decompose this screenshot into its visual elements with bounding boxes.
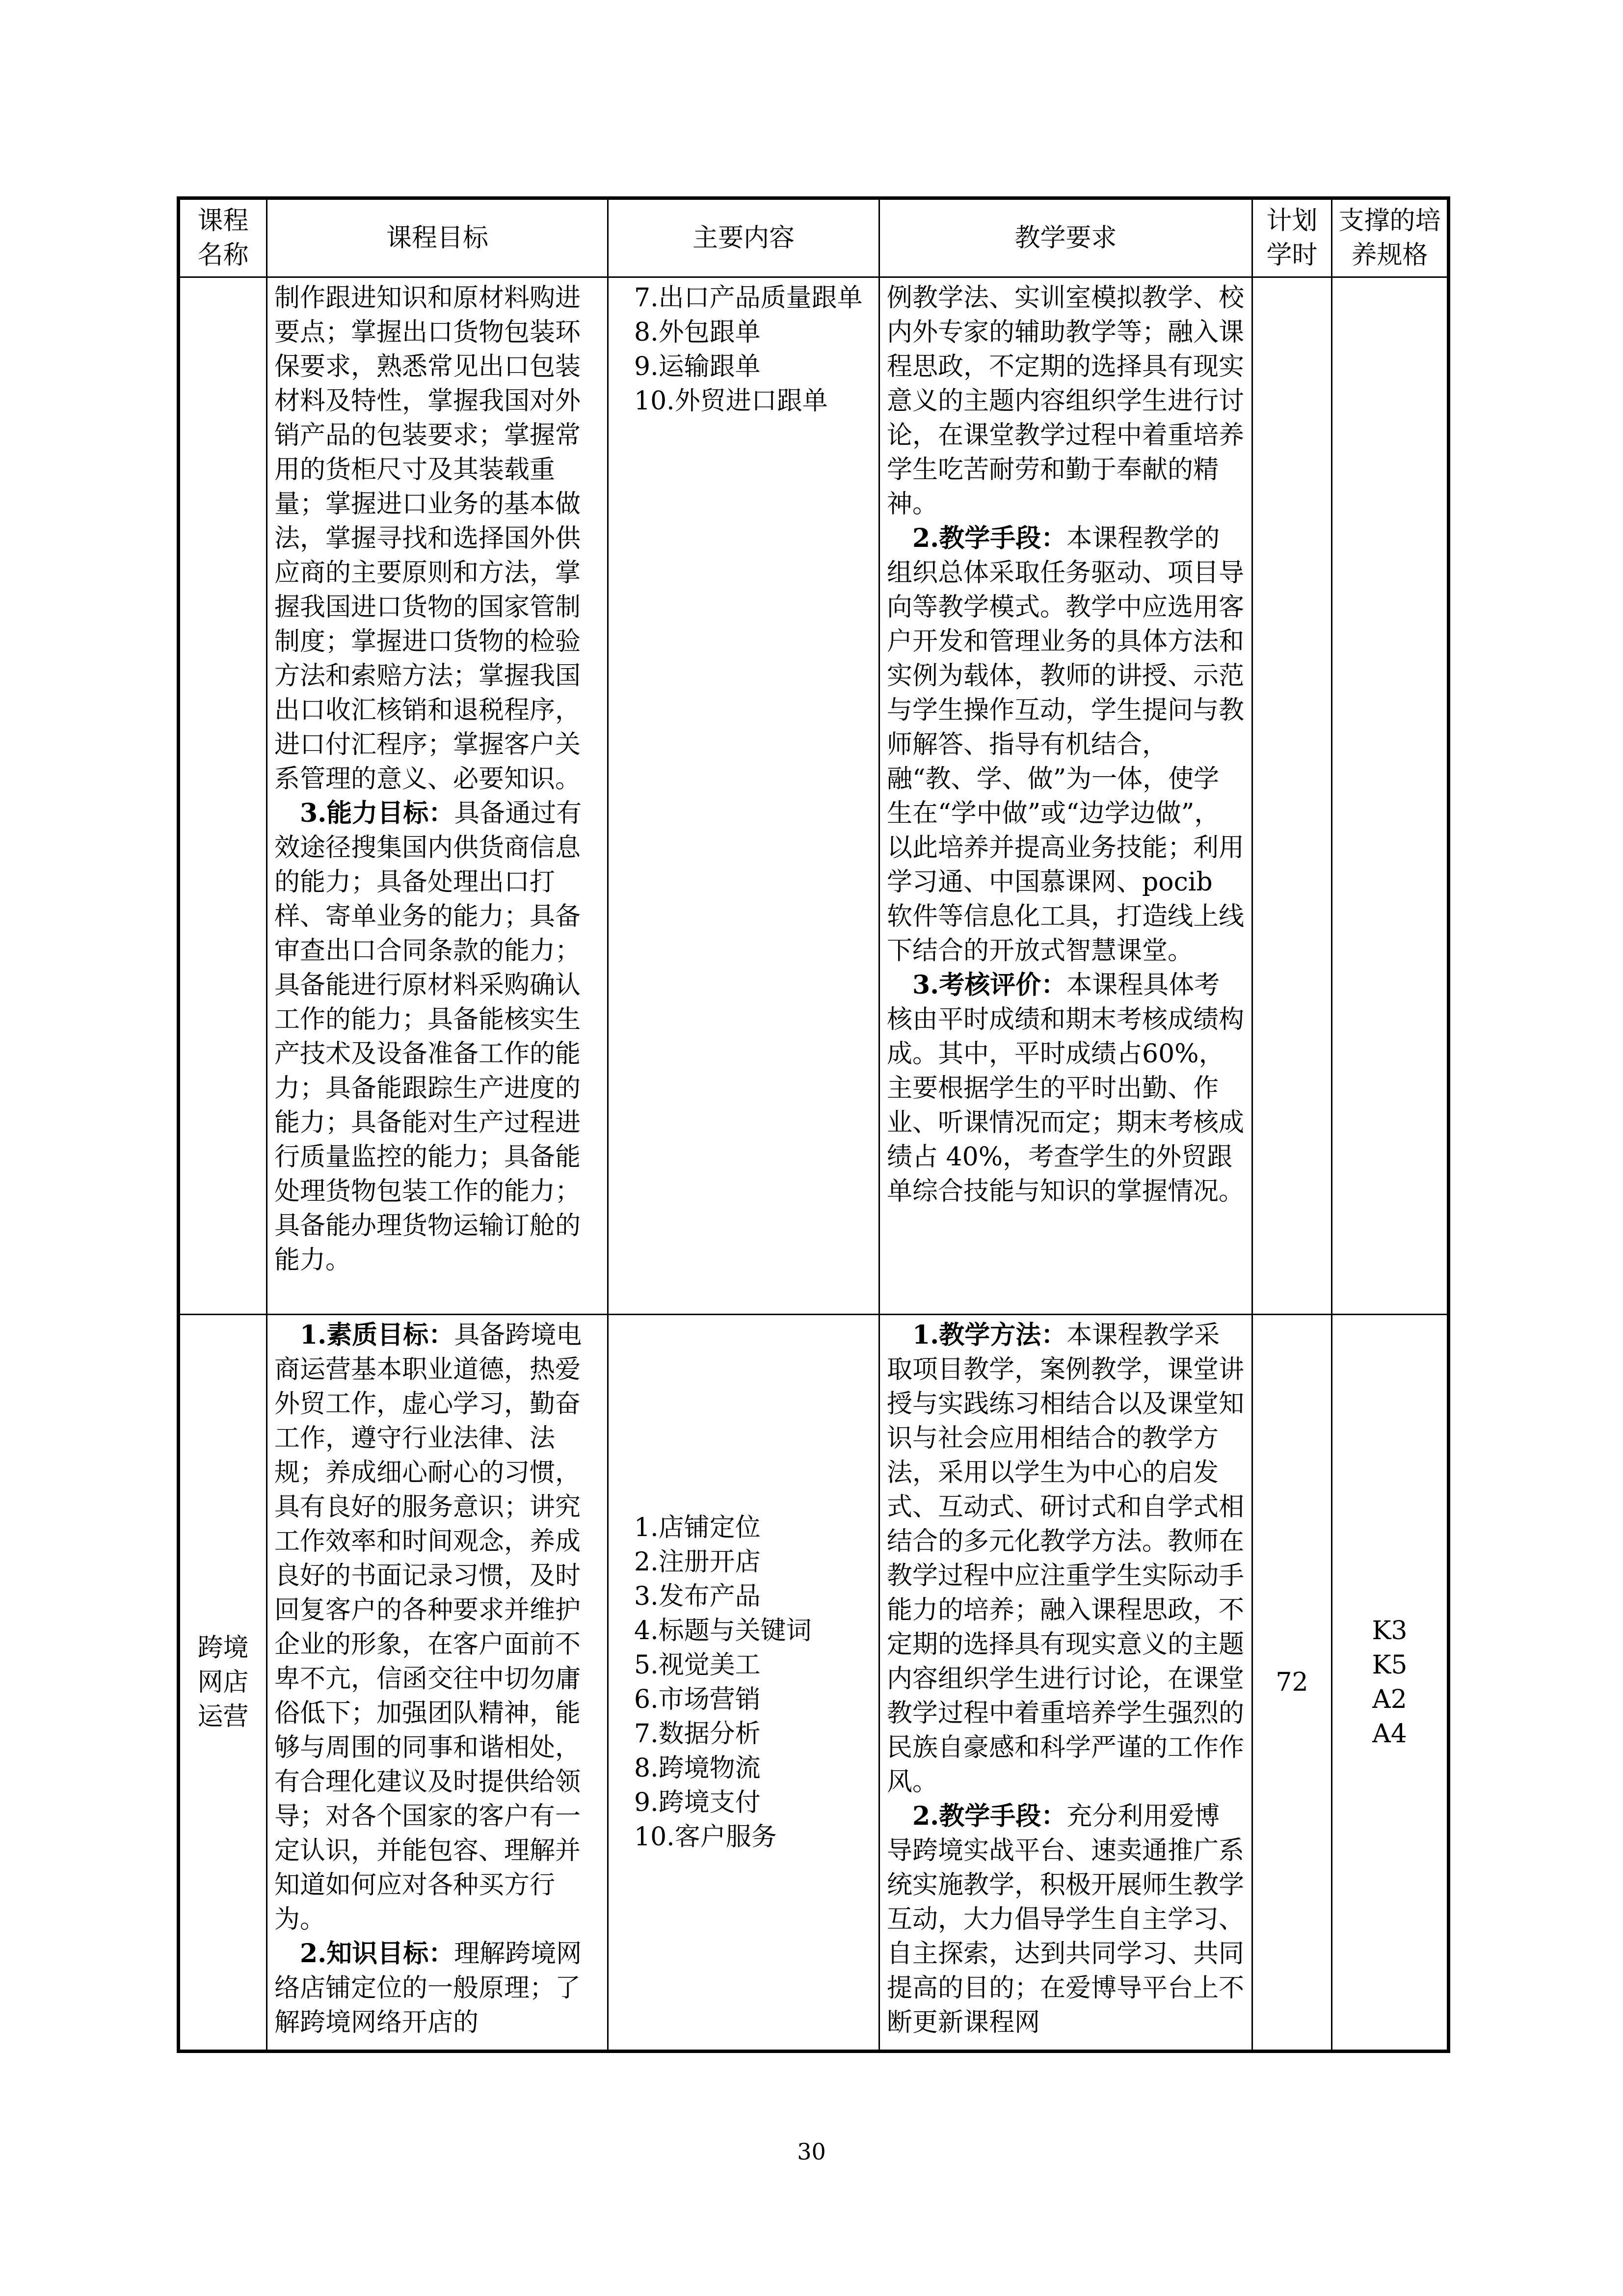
hours-cell: 72	[1252, 1315, 1332, 2052]
requirement-label: 2.教学手段：	[912, 1801, 1067, 1831]
goal-text: 具备通过有效途径搜集国内供货商信息的能力；具备处理出口打样、寄单业务的能力；具备审查出口合同条款的能力；具备能进行原材料采购确认工作的能力；具备能核实生产技术及设备准备工作的能力；具备能跟踪生产进度的能力；具备能对生产过程进行质量监控的能力；具备能处理货物包装工作的能力；具备能办理货物运输订舱的能力。	[274, 799, 582, 1275]
goal-paragraph: 制作跟进知识和原材料购进要点；掌握出口货物包装环保要求，熟悉常见出口包装材料及特性，掌握我国对外销产品的包装要求；掌握常用的货柜尺寸及其装载重量；掌握进口业务的基本做法，掌握寻找和选择国外供应商的主要原则和方法，掌握我国进口货物的国家管制制度；掌握进口货物的检验方法和索赔方法；掌握我国出口收汇核销和退税程序，进口付汇程序；掌握客户关系管理的意义、必要知识。	[274, 283, 581, 794]
support-cell	[1332, 277, 1449, 1315]
goal-paragraph	[274, 1318, 600, 1937]
requirement-label: 3.考核评价：	[912, 970, 1067, 1000]
teaching-requirements-cell	[879, 277, 1252, 1315]
requirement-label: 2.教学手段：	[912, 523, 1067, 553]
page-number: 30	[797, 2138, 826, 2165]
table-row	[179, 277, 1449, 1315]
requirement-label: 1.教学方法：	[912, 1320, 1067, 1350]
goal-text: 理解跨境网络店铺定位的一般原理；了解跨境网络开店的	[274, 1939, 582, 2037]
course-name-cell: 跨境网店运营	[179, 1315, 267, 2052]
content-item: 7.数据分析	[634, 1719, 761, 1749]
content-item: 10.外贸进口跟单	[634, 386, 828, 416]
main-content-cell	[608, 1315, 879, 2052]
table-row	[179, 1315, 1449, 2052]
content-item: 7.出口产品质量跟单	[634, 283, 863, 313]
header-content: 主要内容	[608, 198, 879, 277]
requirement-paragraph	[887, 968, 1245, 1209]
content-item: 1.店铺定位	[634, 1513, 761, 1542]
course-goal-cell	[267, 1315, 608, 2052]
header-goal: 课程目标	[267, 198, 608, 277]
requirement-paragraph: 例教学法、实训室模拟教学、校内外专家的辅助教学等；融入课程思政，不定期的选择具有现实意义的主题内容组织学生进行讨论，在课堂教学过程中着重培养学生吃苦耐劳和勤于奉献的精神。	[887, 283, 1245, 519]
course-goal-cell	[267, 277, 608, 1315]
header-hours: 计划学时	[1252, 198, 1332, 277]
content-item: 3.发布产品	[634, 1582, 761, 1611]
goal-label: 1.素质目标：	[300, 1320, 454, 1350]
requirement-paragraph	[887, 1318, 1245, 1799]
content-item: 5.视觉美工	[634, 1650, 761, 1680]
requirement-text: 充分利用爱博导跨境实战平台、速卖通推广系统实施教学，积极开展师生教学互动，大力倡导学生自主学习、自主探索，达到共同学习、共同提高的目的；在爱博导平台上不断更新课程网	[887, 1802, 1245, 2037]
support-code: A4	[1372, 1719, 1407, 1749]
content-item: 10.客户服务	[634, 1822, 777, 1852]
content-item: 2.注册开店	[634, 1547, 761, 1577]
requirement-text: 本课程教学的组织总体采取任务驱动、项目导向等教学模式。教学中应选用客户开发和管理业务的具体方法和实例为载体，教师的讲授、示范与学生操作互动，学生提问与教师解答、指导有机结合，融“教、学、做”为一体，使学生在“学中做”或“边学边做”，以此培养并提高业务技能；利用学习通、中国慕课网、pocib 软件等信息化工具，打造线上线下结合的开放式智慧课堂。	[887, 524, 1245, 966]
goal-paragraph	[274, 796, 600, 1277]
header-course-name: 课程名称	[179, 198, 267, 277]
requirement-text: 本课程具体考核由平时成绩和期末考核成绩构成。其中，平时成绩占60%，主要根据学生的平时出勤、作业、听课情况而定；期末考核成绩占 40%，考查学生的外贸跟单综合技能与知识的掌握情况。	[887, 971, 1245, 1206]
requirement-text: 本课程教学采取项目教学，案例教学，课堂讲授与实践练习相结合以及课堂知识与社会应用相结合的教学方法，采用以学生为中心的启发式、互动式、研讨式和自学式相结合的多元化教学方法。教师在教学过程中应注重学生实际动手能力的培养；融入课程思政，不定期的选择具有现实意义的主题内容组织学生进行讨论，在课堂教学过程中着重培养学生强烈的民族自豪感和科学严谨的工作作风。	[887, 1321, 1245, 1797]
content-item: 6.市场营销	[634, 1685, 761, 1714]
hours-cell	[1252, 277, 1332, 1315]
content-item: 8.跨境物流	[634, 1754, 761, 1783]
support-code: A2	[1372, 1685, 1407, 1714]
course-name-cell	[179, 277, 267, 1315]
goal-label: 3.能力目标：	[300, 798, 454, 828]
header-support: 支撑的培养规格	[1332, 198, 1449, 277]
goal-label: 2.知识目标：	[300, 1939, 454, 1969]
support-cell	[1332, 1315, 1449, 2052]
requirement-paragraph	[887, 1799, 1245, 2040]
goal-text: 具备跨境电商运营基本职业道德，热爱外贸工作，虚心学习，勤奋工作，遵守行业法律、法规；养成细心耐心的习惯，具有良好的服务意识；讲究工作效率和时间观念，养成良好的书面记录习惯，及时回复客户的各种要求并维护企业的形象，在客户面前不卑不亢，信函交往中切勿庸俗低下；加强团队精神，能够与周围的同事和谐相处，有合理化建议及时提供给领导；对各个国家的客户有一定认识，并能包容、理解并知道如何应对各种买方行为。	[274, 1321, 582, 1934]
support-code: K5	[1372, 1650, 1408, 1680]
table-header-row	[179, 198, 1449, 277]
header-requirements: 教学要求	[879, 198, 1252, 277]
content-item: 4.标题与关键词	[634, 1616, 812, 1646]
content-item: 8.外包跟单	[634, 318, 761, 347]
teaching-requirements-cell	[879, 1315, 1252, 2052]
content-item: 9.跨境支付	[634, 1788, 761, 1817]
goal-paragraph	[274, 1937, 600, 2040]
requirement-paragraph	[887, 521, 1245, 968]
course-table	[177, 196, 1450, 2053]
main-content-cell	[608, 277, 879, 1315]
support-code: K3	[1372, 1616, 1408, 1646]
content-item: 9.运输跟单	[634, 352, 761, 381]
